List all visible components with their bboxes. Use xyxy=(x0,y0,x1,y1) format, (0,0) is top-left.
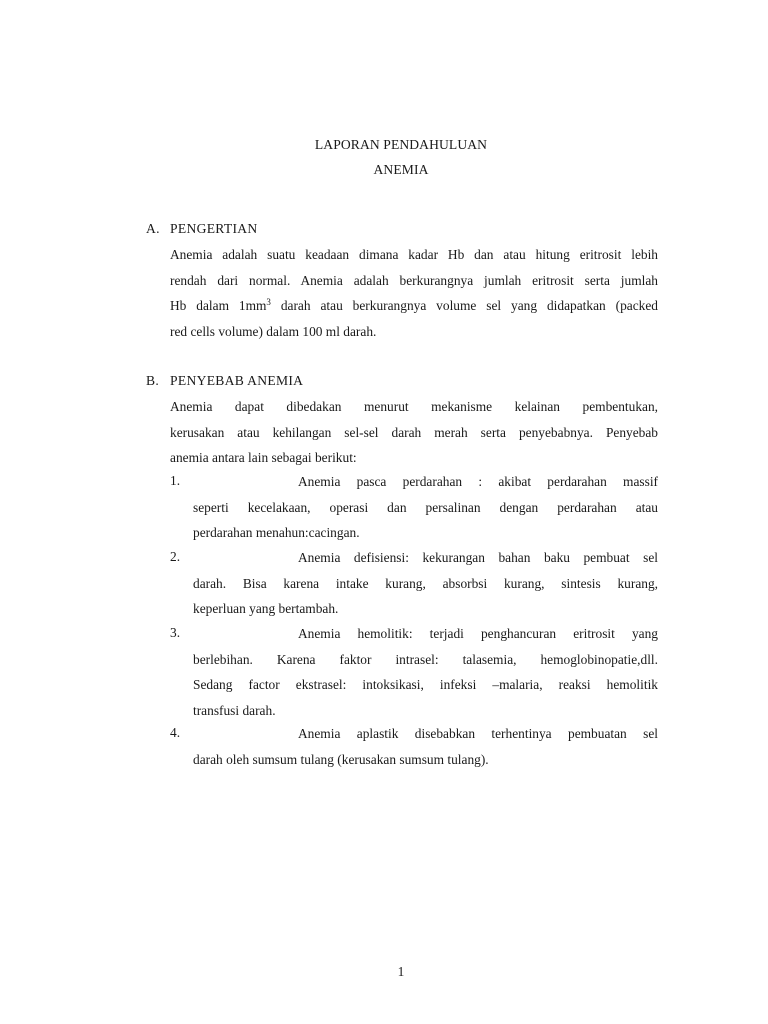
paragraph-text: Hb dalam 1mm xyxy=(170,298,267,313)
paragraph-line: Anemia dapat dibedakan menurut mekanisme kelainan pembentukan, xyxy=(170,399,658,414)
paragraph-line: rendah dari normal. Anemia adalah berkurangnya jumlah eritrosit serta jumlah xyxy=(170,272,658,288)
section-a-title: PENGERTIAN xyxy=(170,221,258,236)
section-a-paragraph xyxy=(170,242,658,344)
list-line: perdarahan menahun:cacingan. xyxy=(193,525,360,540)
section-b-letter: B. xyxy=(146,373,160,388)
document-title: LAPORAN PENDAHULUAN xyxy=(314,137,488,152)
list-line: Anemia defisiensi: kekurangan bahan baku pembuat sel xyxy=(298,550,658,565)
list-number: 3. xyxy=(170,625,181,640)
section-b-title: PENYEBAB ANEMIA xyxy=(170,373,304,388)
paragraph-line: red cells volume) dalam 100 ml darah. xyxy=(170,323,377,339)
list-line: Anemia pasca perdarahan : akibat perdarahan massif xyxy=(298,474,658,489)
list-line: Anemia aplastik disebabkan terhentinya pembuatan sel xyxy=(298,726,658,741)
superscript: 3 xyxy=(266,297,271,307)
paragraph-line: kerusakan atau kehilangan sel-sel darah merah serta penyebabnya. Penyebab xyxy=(170,424,658,440)
page-number: 1 xyxy=(397,964,405,979)
list-number: 4. xyxy=(170,725,181,740)
list-item-body xyxy=(193,621,658,723)
list-line: berlebihan. Karena faktor intrasel: talasemia, hemoglobinopatie,dll. xyxy=(193,651,658,667)
list-line: seperti kecelakaan, operasi dan persalinan dengan perdarahan atau xyxy=(193,499,658,515)
list-line: Anemia hemolitik: terjadi penghancuran eritrosit yang xyxy=(298,626,658,641)
list-item-body xyxy=(193,721,658,772)
list-number: 2. xyxy=(170,549,181,564)
list-line: darah. Bisa karena intake kurang, absorbsi kurang, sintesis kurang, xyxy=(193,575,658,591)
list-line: keperluan yang bertambah. xyxy=(193,601,339,616)
document-subtitle: ANEMIA xyxy=(373,162,429,177)
list-line: darah oleh sumsum tulang (kerusakan sumsum tulang). xyxy=(193,751,489,767)
section-b-heading xyxy=(146,373,303,389)
paragraph-line: Anemia adalah suatu keadaan dimana kadar Hb dan atau hitung eritrosit lebih xyxy=(170,247,658,262)
list-line: Sedang factor ekstrasel: intoksikasi, infeksi –malaria, reaksi hemolitik xyxy=(193,677,658,692)
list-number: 1. xyxy=(170,473,181,488)
paragraph-line: anemia antara lain sebagai berikut: xyxy=(170,450,357,465)
paragraph-text: darah atau berkurangnya volume sel yang didapatkan (packed xyxy=(270,298,658,313)
list-line: transfusi darah. xyxy=(193,702,276,718)
section-a-heading xyxy=(146,221,258,237)
section-a-letter: A. xyxy=(146,221,160,236)
list-item-body xyxy=(193,545,658,622)
paragraph-line xyxy=(170,293,658,319)
section-b-intro xyxy=(170,394,658,471)
list-item-body xyxy=(193,469,658,546)
